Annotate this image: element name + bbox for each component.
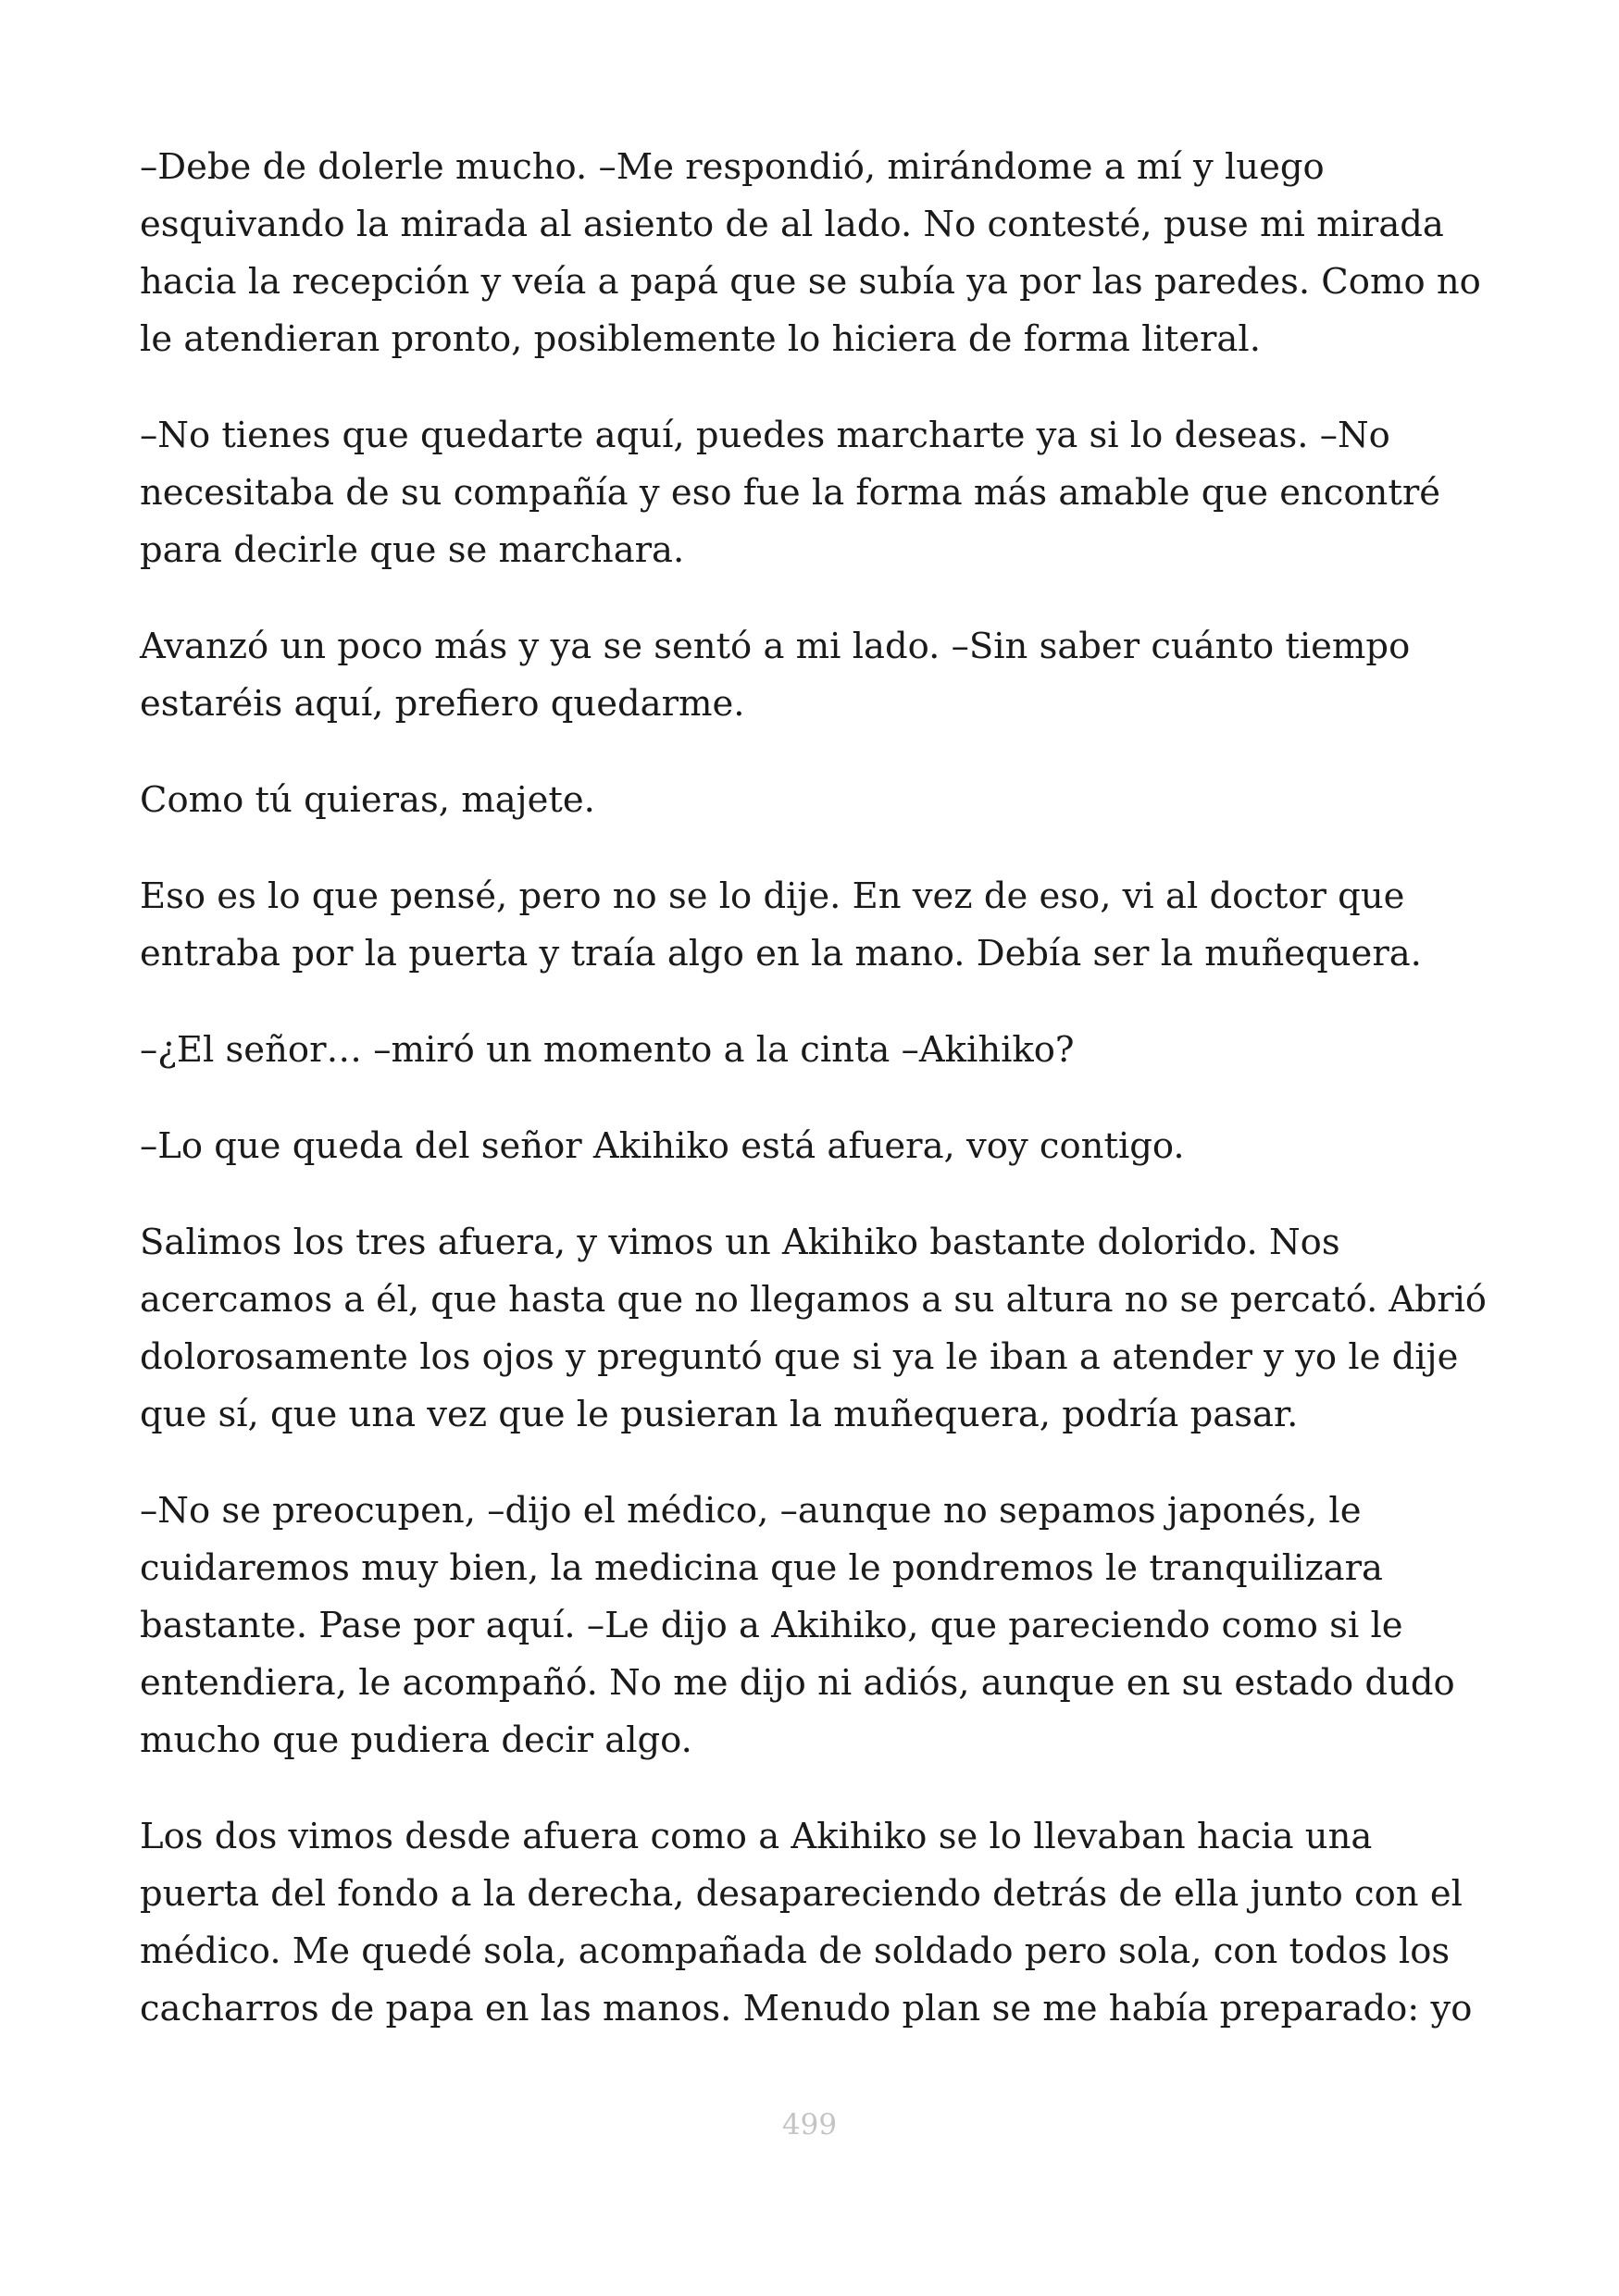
text-line: médico. Me quedé sola, acompañada de soldado pero sola, con todos los [140,1930,1451,1972]
text-line: bastante. Pase por aquí. –Le dijo a Akihiko, que pareciendo como si le [140,1605,1403,1646]
text-line: cacharros de papa en las manos. Menudo plan se me había preparado: yo [140,1988,1473,2029]
body-text [140,139,1487,2077]
text-line: Los dos vimos desde afuera como a Akihiko se lo llevaban hacia una [140,1816,1373,1857]
paragraph [140,868,1487,983]
paragraph [140,407,1487,579]
text-line: Avanzó un poco más y ya se sentó a mi lado. –Sin saber cuánto tiempo [140,626,1411,667]
text-line: Salimos los tres afuera, y vimos un Akihiko bastante dolorido. Nos [140,1222,1340,1263]
text-line: entendiera, le acompañó. No me dijo ni adiós, aunque en su estado dudo [140,1662,1455,1704]
text-line: necesitaba de su compañía y eso fue la forma más amable que encontré [140,472,1441,514]
paragraph [140,1022,1487,1079]
paragraph [140,1808,1487,2038]
text-line: –Debe de dolerle mucho. –Me respondió, mirándome a mí y luego [140,146,1325,188]
text-line: hacia la recepción y veía a papá que se subía ya por las paredes. Como no [140,261,1481,303]
paragraph [140,1483,1487,1769]
text-line: para decirle que se marchara. [140,529,685,571]
text-line: Como tú quieras, majete. [140,779,595,821]
text-line: mucho que pudiera decir algo. [140,1719,692,1761]
text-line: puerta del fondo a la derecha, desapareciendo detrás de ella junto con el [140,1873,1463,1915]
text-line: –No tienes que quedarte aquí, puedes marcharte ya si lo deseas. –No [140,415,1390,456]
text-line: –¿El señor… –miró un momento a la cinta –Akihiko? [140,1029,1075,1071]
page-number: 499 [781,2108,838,2141]
text-line: cuidaremos muy bien, la medicina que le pondremos le tranquilizara [140,1547,1383,1589]
text-line: esquivando la mirada al asiento de al lado. No contesté, puse mi mirada [140,204,1444,245]
paragraph [140,772,1487,829]
text-line: –No se preocupen, –dijo el médico, –aunque no sepamos japonés, le [140,1490,1362,1532]
text-line: Eso es lo que pensé, pero no se lo dije. En vez de eso, vi al doctor que [140,875,1405,917]
paragraph [140,618,1487,733]
text-line: que sí, que una vez que le pusieran la muñequera, podría pasar. [140,1394,1299,1435]
paragraph [140,139,1487,368]
text-line: le atendieran pronto, posiblemente lo hiciera de forma literal. [140,318,1261,360]
text-line: estaréis aquí, prefiero quedarme. [140,683,745,725]
text-line: dolorosamente los ojos y preguntó que si ya le iban a atender y yo le dije [140,1336,1459,1378]
text-line: –Lo que queda del señor Akihiko está afuera, voy contigo. [140,1125,1185,1167]
text-line: entraba por la puerta y traía algo en la mano. Debía ser la muñequera. [140,933,1422,974]
paragraph [140,1118,1487,1175]
text-line: acercamos a él, que hasta que no llegamos a su altura no se percató. Abrió [140,1279,1487,1321]
paragraph [140,1214,1487,1444]
